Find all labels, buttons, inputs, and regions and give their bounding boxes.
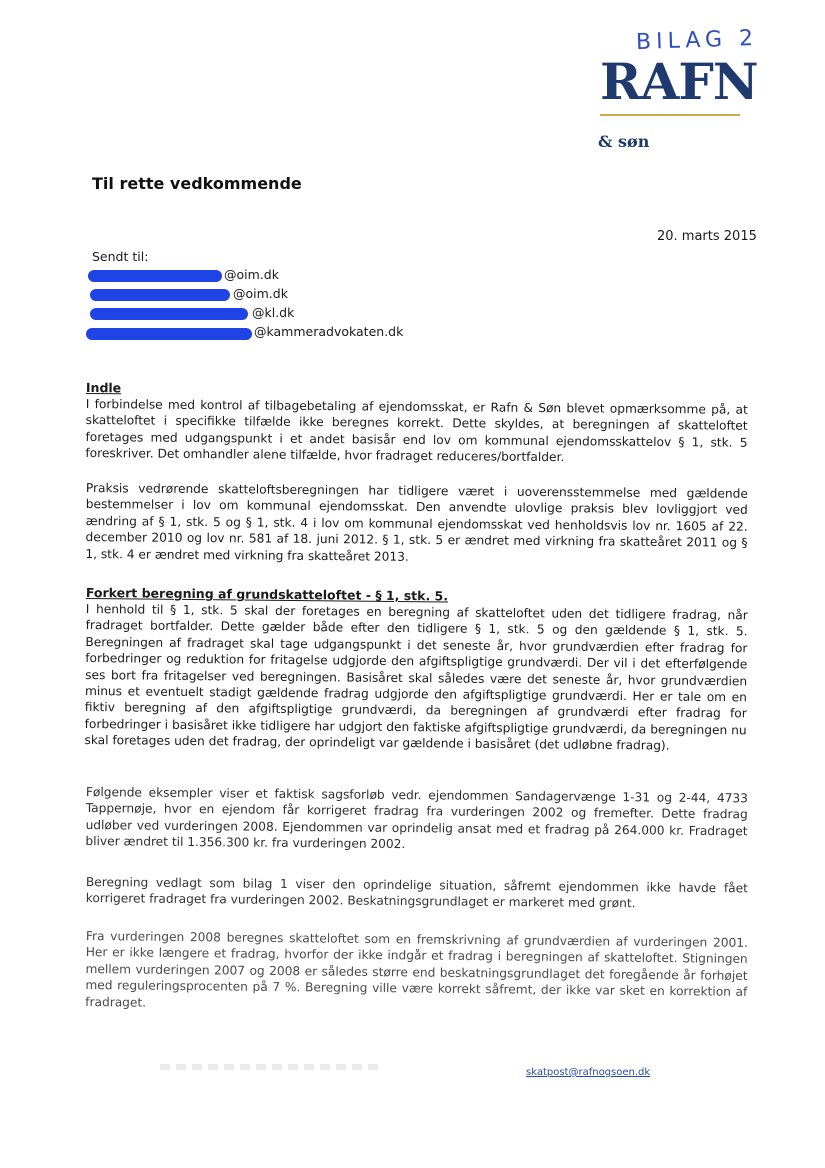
- recipient-item: [92, 324, 404, 343]
- section-praksis: [85, 480, 748, 568]
- recipient-email: @oim.dk: [233, 286, 288, 301]
- section-eksempel: [85, 784, 748, 856]
- letter-date: 20. marts 2015: [657, 229, 757, 244]
- recipient-email: @oim.dk: [224, 267, 279, 282]
- section-forkert-beregning: [84, 585, 748, 755]
- footer-faint-text: [160, 1064, 380, 1070]
- redaction-mark: [88, 270, 222, 282]
- recipient-item: [92, 267, 279, 286]
- recipient-label: Sendt til:: [92, 249, 149, 264]
- section-bilag: [86, 874, 748, 913]
- section-intro: [85, 380, 748, 467]
- company-logo: [596, 25, 786, 151]
- logo-subtitle: & søn: [598, 132, 650, 151]
- recipient-list: [92, 249, 404, 343]
- recipient-item: [92, 305, 295, 324]
- letter-heading: Til rette vedkommende: [92, 174, 302, 193]
- logo-divider: [600, 114, 740, 116]
- section-body: I henhold til § 1, stk. 5 skal der foretages en beregning af skatteloftet uden det tidligere fradrag, når fradraget bortfalder. Dette gælder både efter den tidligere § 1, stk. 5 og den gældende § 1, stk. 5. Beregningen af fradraget skal tage udgangspunkt i det seneste år, hvor grundværdien efter fradrag for forbedringer og reduktion for fritagelse udgjorde den afgiftspligtige grundværdi. Der vil i det efterfølgende ses bort fra fritagelser ved beregningen. Basisåret skal således være det seneste år, hvor grundværdien minus et eventuelt stadigt gældende fradrag udgjorde den afgiftspligtige grundværdi. Her er tale om en fiktiv beregning af den afgiftspligtige grundværdi, da beregningen af grundværdi efter fradrag for forbedringer i basisåret ikke tidligere har udgjort den faktiske afgiftspligtige grundværdi, da beregningen nu skal foretages uden det fradrag, der oprindeligt var gældende i basisåret (det udløbne fradrag).: [84, 601, 748, 753]
- section-title: Indle: [85, 380, 122, 396]
- section-body: Beregning vedlagt som bilag 1 viser den oprindelige situation, såfremt ejendommen ikke havde fået korrigeret fradraget fra vurderingen 2002. Beskatningsgrundlaget er markeret med grønt.: [85, 874, 748, 911]
- redaction-mark: [86, 328, 252, 340]
- section-vurdering: [85, 928, 748, 1017]
- footer-email-link[interactable]: skatpost@rafnogsoen.dk: [526, 1067, 651, 1078]
- recipient-item: [92, 286, 288, 305]
- section-title: Forkert beregning af grundskatteloftet - § 1, stk. 5.: [85, 585, 449, 604]
- section-body: I forbindelse med kontrol af tilbagebetaling af ejendomsskat, er Rafn & Søn blevet opmærksomme på, at skatteloftet i specifikke tilfælde ikke beregnes korrekt. Dette skyldes, at beregningen af skatteloftet foretages med udgangspunkt i et andet basisår end lov om kommunal ejendomsskattelov § 1, stk. 5 foreskriver. Det omhandler alene tilfælde, hvor fradraget reduceres/bortfalder.: [85, 396, 748, 465]
- recipient-email: @kammeradvokaten.dk: [254, 324, 404, 339]
- redaction-mark: [90, 289, 230, 301]
- redaction-mark: [90, 308, 248, 320]
- logo-brand: RAFN: [600, 52, 758, 111]
- recipient-email: @kl.dk: [252, 305, 295, 320]
- handwritten-annotation: BILAG 2: [635, 25, 759, 56]
- section-body: Følgende eksempler viser et faktisk sagsforløb vedr. ejendommen Sandagervænge 1-31 og 2-44, 4733 Tappernøje, hvor en ejendom får korrigeret fradrag fra vurderingen 2002 og fremefter. Dette fradrag udløber ved vurderingen 2008. Ejendommen var oprindelig ansat med et fradrag på 264.000 kr. Fradraget bliver ændret til 1.356.300 kr. fra vurderingen 2002.: [85, 784, 748, 852]
- section-body: Fra vurderingen 2008 beregnes skatteloftet som en fremskrivning af grundværdien af vurderingen 2001. Her er ikke længere et fradrag, hvorfor der ikke indgår et fradrag i beregningen af skatteloftet. Stigningen mellem vurderingen 2007 og 2008 er således større end beskatningsgrundlaget det foregående år forhøjet med reguleringsprocenten på 7 %. Beregning ville være korrekt såfremt, der ikke var sket en korrektion af fradraget.: [85, 928, 748, 1010]
- section-body: Praksis vedrørende skatteloftsberegningen har tidligere været i uoverensstemmelse med gældende bestemmelser i lov om kommunal ejendomsskat. Den anvendte ulovlige praksis blev lovliggjort ved ændring af § 1, stk. 5 og § 1, stk. 4 i lov om kommunal ejendomsskat ved henholdsvis lov nr. 1605 af 22. december 2010 og lov nr. 581 af 18. juni 2012. § 1, stk. 5 er ændret med virkning fra skatteåret 2011 og § 1, stk. 4 er ændret med virkning fra skatteåret 2013.: [85, 480, 748, 564]
